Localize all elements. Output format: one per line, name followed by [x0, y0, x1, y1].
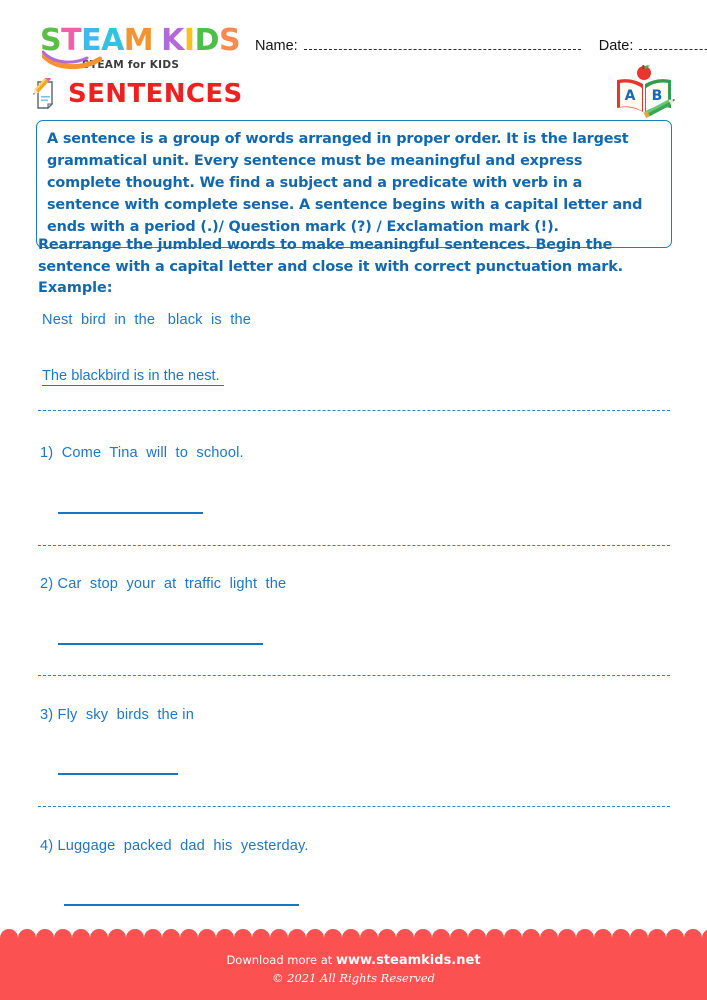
- logo-letter-3: A: [101, 23, 124, 58]
- definition-box: [36, 120, 672, 248]
- date-label: Date:: [598, 38, 634, 54]
- question-4: [40, 838, 309, 854]
- example-jumbled-words: Nest bird in the black is the: [42, 312, 251, 328]
- logo-letter-0: S: [40, 23, 62, 58]
- name-label: Name:: [255, 38, 298, 54]
- name-input-line[interactable]: [304, 49, 581, 50]
- question-3-number: 3): [40, 707, 54, 723]
- steam-kids-logo[interactable]: [40, 23, 241, 71]
- name-date-row: [255, 38, 707, 54]
- logo-letter-2: E: [81, 23, 102, 58]
- logo-letter-1: T: [61, 23, 82, 58]
- page-title: SENTENCES: [68, 79, 243, 109]
- logo-letter-8: S: [218, 23, 241, 58]
- question-4-number: 4): [40, 838, 54, 854]
- divider-2: [38, 545, 670, 546]
- date-input-line[interactable]: [639, 49, 707, 50]
- instruction-text: Rearrange the jumbled words to make meaningful sentences. Begin the sentence with a capital letter and close it with correct punctuation mark.: [38, 237, 623, 276]
- footer-download-line: [226, 953, 480, 968]
- logo-letter-7: D: [194, 23, 219, 58]
- abc-book-apple-pencil-icon: [613, 64, 675, 120]
- logo-letter-6: I: [183, 23, 195, 58]
- notepad-pencil-icon: [30, 78, 60, 110]
- logo-wordmark: [40, 23, 241, 58]
- example-label: Example:: [38, 280, 113, 296]
- svg-text:B: B: [651, 88, 663, 104]
- logo-tagline: STEAM for KIDS: [82, 59, 180, 71]
- question-1-answer-line[interactable]: [58, 512, 203, 514]
- footer-download-prefix: Download more at: [226, 953, 336, 967]
- page-footer: [0, 938, 707, 1000]
- question-1: [40, 445, 244, 461]
- question-2-number: 2): [40, 576, 54, 592]
- question-3-answer-line[interactable]: [58, 773, 178, 775]
- question-2: [40, 576, 286, 592]
- footer-copyright: © 2021 All Rights Reserved: [271, 971, 435, 985]
- question-3-words: Fly sky birds the in: [57, 707, 194, 723]
- footer-content: [0, 938, 707, 1000]
- divider-4: [38, 806, 670, 807]
- svg-text:A: A: [624, 88, 636, 104]
- logo-letter-5: K: [161, 23, 184, 58]
- question-3: [40, 707, 194, 723]
- divider-1: [38, 410, 670, 411]
- footer-website-link[interactable]: www.steamkids.net: [335, 953, 481, 968]
- question-4-words: Luggage packed dad his yesterday.: [57, 838, 309, 854]
- question-1-number: 1): [40, 445, 54, 461]
- definition-text: A sentence is a group of words arranged in proper order. It is the largest grammatical unit. Every sentence must be meaningful and express complete thought. We find a subject and a predicate with verb in a sentence with complete sense. A sentence begins with a capital letter and ends with a period (.)/ Question mark (?) / Exclamation mark (!).: [47, 131, 643, 235]
- divider-3: [38, 675, 670, 676]
- question-4-answer-line[interactable]: [64, 904, 299, 906]
- logo-letter-4: M: [123, 23, 154, 58]
- worksheet-title-row: [30, 78, 243, 110]
- question-2-words: Car stop your at traffic light the: [57, 576, 287, 592]
- question-1-words: Come Tina will to school.: [61, 445, 244, 461]
- page-header: [0, 24, 707, 70]
- question-2-answer-line[interactable]: [58, 643, 263, 645]
- example-answer: The blackbird is in the nest.: [42, 368, 224, 384]
